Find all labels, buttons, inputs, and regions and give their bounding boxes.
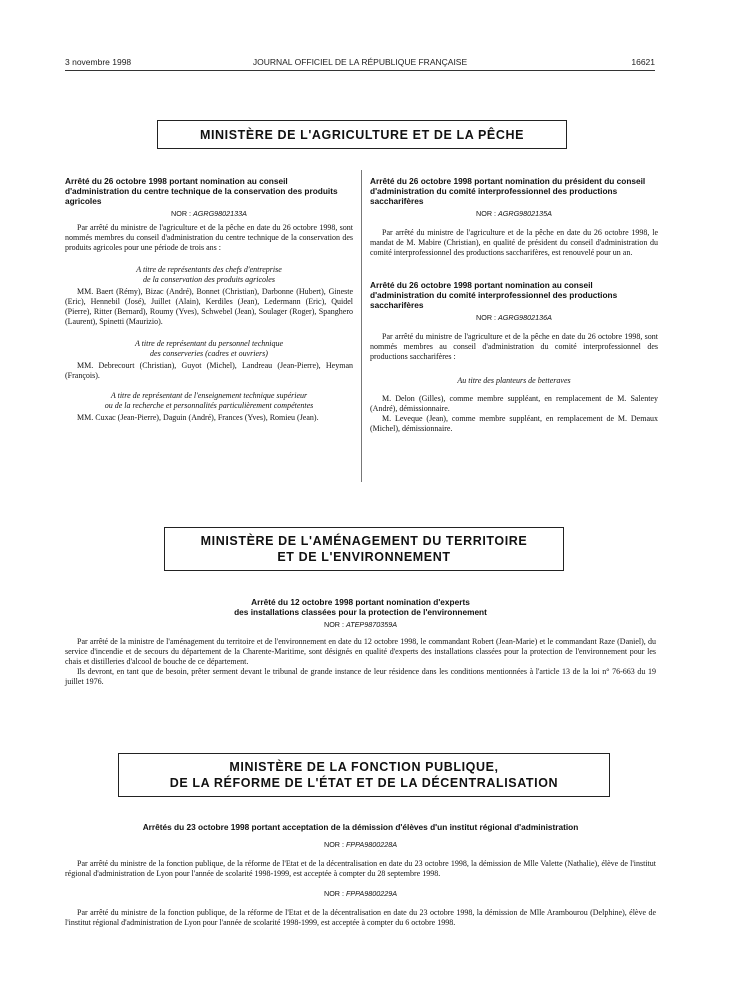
nor-reference [65, 209, 353, 218]
column-divider [361, 170, 362, 482]
nor-code: AGRG9802136A [498, 313, 552, 322]
right-column [370, 176, 658, 434]
section-heading-line: ou de la recherche et personnalités particulièrement compétentes [104, 401, 314, 410]
nor-code: AGRG9802135A [498, 209, 552, 218]
arrete-title: Arrêtés du 23 octobre 1998 portant acceptation de la démission d'élèves d'un institut régional d'administration [142, 822, 579, 832]
members-list: MM. Cuxac (Jean-Pierre), Daguin (André), Frances (Yves), Romieu (Jean). [77, 413, 319, 422]
arrete-title: Arrêté du 26 octobre 1998 portant nomination du président du conseil d'administration du comité interprofessionnel des productions saccharifères [370, 176, 646, 206]
header-page-number: 16621 [631, 57, 655, 67]
arrete-text: Ils devront, en tant que de besoin, prêter serment devant le tribunal de grande instance de leur résidence dans les conditions mentionnées à l'article 13 de la loi n° 76-663 du 19 juillet 1976. [65, 667, 656, 686]
nor-label: NOR : [171, 209, 191, 218]
member-entry: M. Delon (Gilles), comme membre suppléant, en remplacement de M. Salentey (André), démissionnaire. [370, 394, 658, 413]
section-heading [65, 265, 353, 285]
nor-code: AGRG9802133A [193, 209, 247, 218]
nor-code: ATEP9870359A [345, 620, 397, 629]
section-heading-line: de la conservation des produits agricoles [143, 275, 275, 284]
nor-label: NOR : [476, 313, 496, 322]
page-header [65, 57, 655, 69]
header-rule [65, 70, 655, 71]
nor-label: NOR : [476, 209, 496, 218]
members-list: MM. Baert (Rémy), Bizac (André), Bonnet (Christian), Darbonne (Hubert), Gineste (Eric), Hennebil (José), Juillet (Alain), Kerdiles (Jean), Ledermann (Eric), Quidel (Pierre), Ritter (Bernard), Roumy (Yves), Schwebel (Jean), Soulager (Roger), Spanghero (Laurent), Spinetti (Maurizio). [65, 287, 353, 326]
nor-reference [65, 620, 656, 629]
left-column [65, 176, 353, 423]
nor-code: FPPA9800228A [345, 840, 397, 849]
section-heading [65, 339, 353, 359]
ministry-fonction-publique-title-line: DE LA RÉFORME DE L'ÉTAT ET DE LA DÉCENTRALISATION [169, 776, 559, 790]
arrete-text: Par arrêté du ministre de l'agriculture et de la pêche en date du 26 octobre 1998, le mandat de M. Mabire (Christian), en qualité de président du conseil d'administration du comité interprofessionnel des productions saccharifères, est renouvelé pour un an. [370, 228, 658, 257]
nor-reference [65, 889, 656, 898]
arrete-title: Arrêté du 26 octobre 1998 portant nomination au conseil d'administration du centre technique de la conservation des produits agricoles [65, 176, 338, 206]
nor-reference [370, 209, 658, 218]
arrete-title: Arrêté du 26 octobre 1998 portant nomination au conseil d'administration du comité interprofessionnel des productions saccharifères [370, 280, 618, 310]
nor-code: FPPA9800229A [345, 889, 397, 898]
nor-reference [370, 313, 658, 322]
ministry-fonction-publique-title-line: MINISTÈRE DE LA FONCTION PUBLIQUE, [229, 760, 499, 774]
arrete-title-line: des installations classées pour la protection de l'environnement [234, 607, 487, 617]
arrete-text: Par arrêté du ministre de la fonction publique, de la réforme de l'Etat et de la décentralisation en date du 23 octobre 1998, la démission de Mlle Valette (Nathalie), élève de l'institut régional d'administration de Lyon pour l'année de scolarité 1998-1999, est acceptée à compter du 28 septembre 1998. [65, 859, 656, 878]
arrete-text: Par arrêté du ministre de la fonction publique, de la réforme de l'Etat et de la décentralisation en date du 23 octobre 1998, la démission de Mlle Arambourou (Delphine), élève de l'institut régional d'administration de Lyon pour l'année de scolarité 1998-1999, est acceptée à compter du 6 octobre 1998. [65, 908, 656, 927]
section-heading-line: A titre de représentants des chefs d'entreprise [136, 265, 282, 274]
ministry-amenagement-box [164, 527, 564, 571]
ministry-amenagement-title-line: ET DE L'ENVIRONNEMENT [277, 550, 451, 564]
fonction-publique-section [65, 822, 656, 928]
member-entry: M. Leveque (Jean), comme membre suppléant, en remplacement de M. Demaux (Michel), démissionnaire. [370, 414, 658, 433]
section-heading: Au titre des planteurs de betteraves [457, 376, 571, 385]
environment-section [65, 597, 656, 687]
header-date: 3 novembre 1998 [65, 57, 132, 67]
nor-reference [65, 840, 656, 849]
ministry-agriculture-box [157, 120, 567, 149]
nor-label: NOR : [324, 620, 344, 629]
arrete-intro: Par arrêté du ministre de l'agriculture et de la pêche en date du 26 octobre 1998, sont nommés membres du conseil d'administration du centre technique de la conservation des produits agricoles pour une période de trois ans : [65, 223, 353, 252]
arrete-title-line: Arrêté du 12 octobre 1998 portant nomination d'experts [251, 597, 470, 607]
nor-label: NOR : [324, 840, 344, 849]
members-list: MM. Debrecourt (Christian), Guyot (Michel), Landreau (Jean-Pierre), Heyman (François). [65, 361, 353, 380]
arrete-text: Par arrêté du ministre de l'agriculture et de la pêche en date du 26 octobre 1998, sont nommés membres au conseil d'administration du comité interprofessionnel des productions saccharifères : [370, 332, 658, 361]
nor-label: NOR : [324, 889, 344, 898]
section-heading [65, 391, 353, 411]
ministry-fonction-publique-box [118, 753, 610, 797]
header-journal-title: JOURNAL OFFICIEL DE LA RÉPUBLIQUE FRANÇAISE [252, 57, 468, 67]
section-heading-line: A titre de représentant de l'enseignement technique supérieur [110, 391, 308, 400]
section-heading-line: A titre de représentant du personnel technique [134, 339, 284, 348]
ministry-amenagement-title-line: MINISTÈRE DE L'AMÉNAGEMENT DU TERRITOIRE [200, 534, 528, 548]
section-heading-line: des conserveries (cadres et ouvriers) [150, 349, 268, 358]
arrete-text: Par arrêté de la ministre de l'aménagement du territoire et de l'environnement en date du 12 octobre 1998, le commandant Robert (Jean-Marie) et le commandant Raze (Daniel), du service d'incendie et de secours du département de la Charente-Maritime, sont désignés en qualité d'experts des installations classées pour la protection de l'environnement pour les chais et distilleries d'alcool de bouche de ce département. [65, 637, 656, 666]
ministry-agriculture-title: MINISTÈRE DE L'AGRICULTURE ET DE LA PÊCHE [199, 127, 525, 142]
